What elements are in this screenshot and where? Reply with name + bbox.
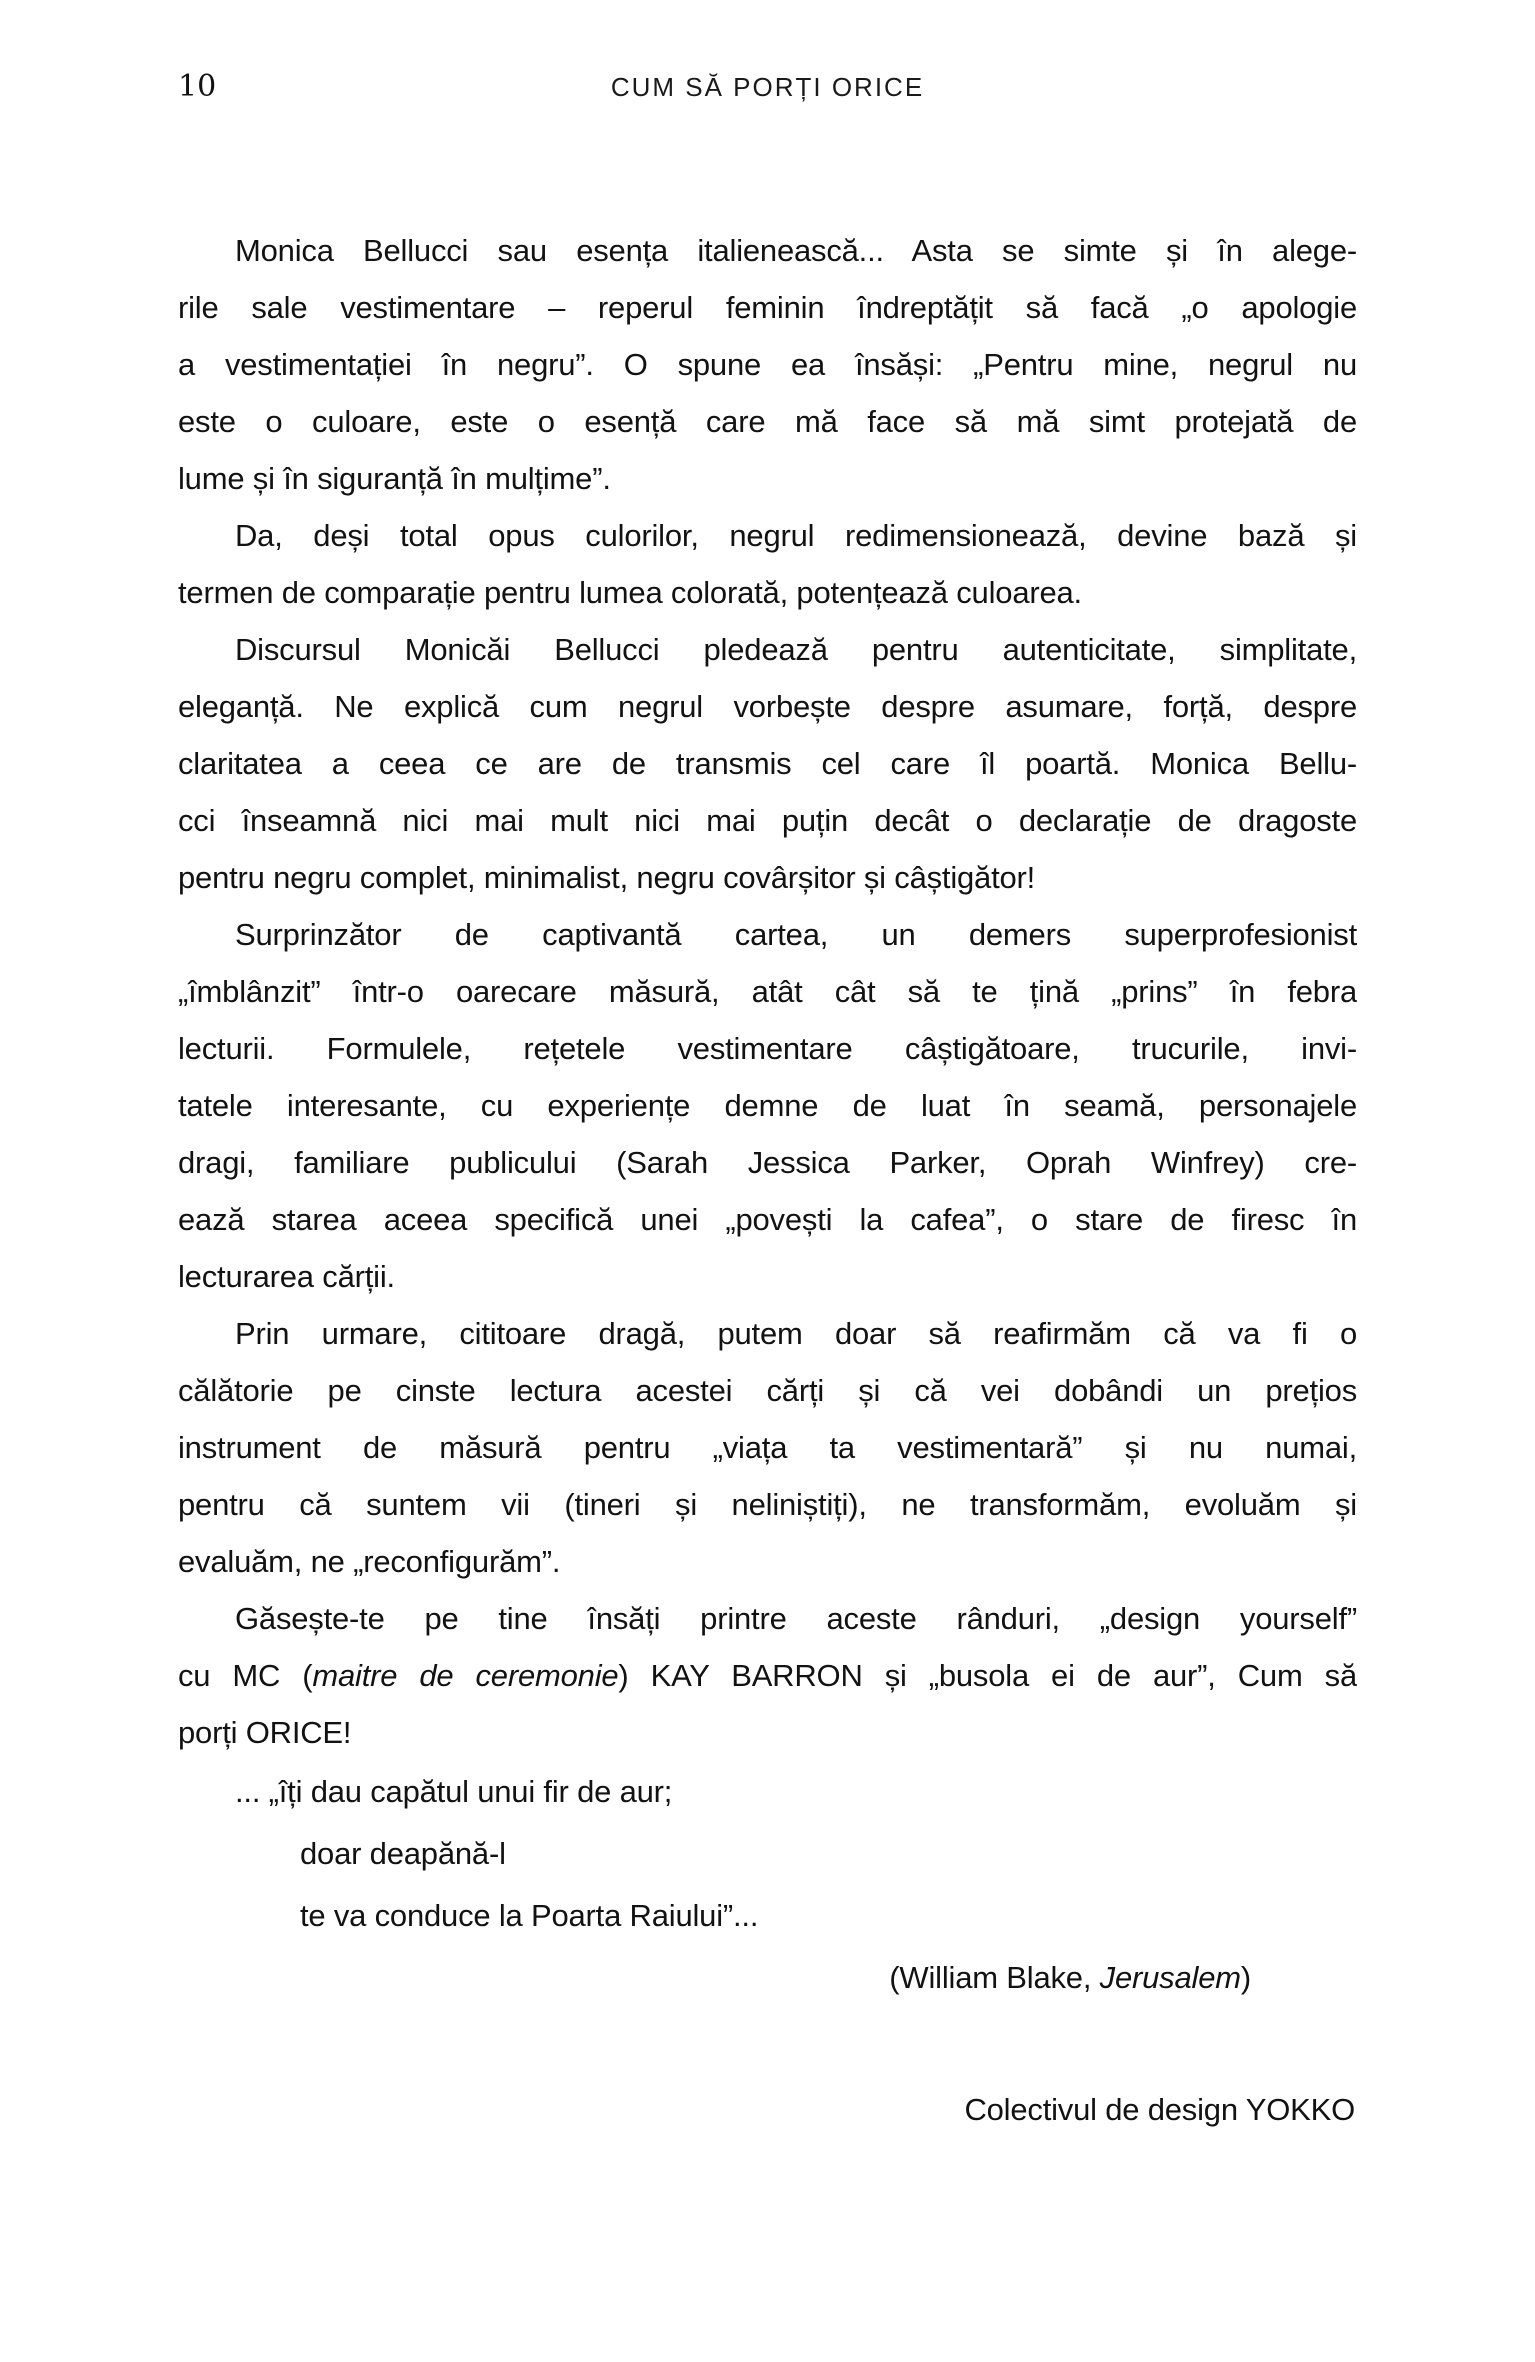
italic-phrase: maitre de ceremonie bbox=[312, 1658, 619, 1693]
paragraph bbox=[178, 222, 1357, 507]
verse-line: te va conduce la Poarta Raiului”... bbox=[300, 1898, 759, 1933]
text-line: tatele interesante, cu experiențe demne de luat în seamă, personajele bbox=[178, 1088, 1357, 1123]
text-line: ează starea aceea specifică unei „povești la cafea”, o stare de firesc în bbox=[178, 1202, 1357, 1237]
text-line: claritatea a ceea ce are de transmis cel care îl poartă. Monica Bellu- bbox=[178, 746, 1357, 781]
text-segment: ) KAY BARRON și „busola ei de aur”, Cum să bbox=[618, 1658, 1357, 1693]
text-line: cci înseamnă nici mai mult nici mai puțin decât o declarație de dragoste bbox=[178, 803, 1357, 838]
verse-line: ... „îți dau capătul unui fir de aur; bbox=[235, 1774, 673, 1809]
attribution bbox=[178, 1947, 1357, 2009]
text-line: Da, deși total opus culorilor, negrul redimensionează, devine bază și bbox=[235, 518, 1357, 553]
work-title-italic: Jerusalem bbox=[1099, 1960, 1241, 1995]
text-line: lecturarea cărții. bbox=[178, 1259, 395, 1294]
closing-credit: Colectivul de design YOKKO bbox=[964, 2092, 1355, 2127]
text-line: Discursul Monicăi Bellucci pledează pentru autenticitate, simplitate, bbox=[235, 632, 1357, 667]
text-line: pentru negru complet, minimalist, negru covârșitor și câștigător! bbox=[178, 860, 1036, 895]
text-line: „îmblânzit” într-o oarecare măsură, atât cât să te țină „prins” în febra bbox=[178, 974, 1357, 1009]
text-line: dragi, familiare publicului (Sarah Jessica Parker, Oprah Winfrey) cre- bbox=[178, 1145, 1357, 1180]
paragraph bbox=[178, 621, 1357, 906]
text-line: pentru că suntem vii (tineri și neliniștiți), ne transformăm, evoluăm și bbox=[178, 1487, 1357, 1522]
text-line: termen de comparație pentru lumea colorată, potențează culoarea. bbox=[178, 575, 1082, 610]
text-line: este o culoare, este o esență care mă face să mă simt protejată de bbox=[178, 404, 1357, 439]
text-line bbox=[178, 1647, 1357, 1704]
verse-quote bbox=[178, 1761, 1357, 1947]
text-line: rile sale vestimentare – reperul feminin îndreptățit să facă „o apologie bbox=[178, 290, 1357, 325]
paragraph bbox=[178, 507, 1357, 621]
running-title: CUM SĂ PORȚI ORICE bbox=[610, 72, 925, 102]
text-line: eleganță. Ne explică cum negrul vorbește despre asumare, forță, despre bbox=[178, 689, 1357, 724]
text-line: a vestimentației în negru”. O spune ea însăși: „Pentru mine, negrul nu bbox=[178, 347, 1357, 382]
body-text bbox=[178, 222, 1357, 2141]
paragraph bbox=[178, 1590, 1357, 1761]
page-header bbox=[178, 0, 1357, 104]
text-line: porți ORICE! bbox=[178, 1715, 352, 1750]
text-line: evaluăm, ne „reconfigurăm”. bbox=[178, 1544, 561, 1579]
text-line: Surprinzător de captivantă cartea, un demers superprofesionist bbox=[235, 917, 1357, 952]
paragraph bbox=[178, 906, 1357, 1305]
text-line: Monica Bellucci sau esența italienească... Asta se simte și în alege- bbox=[235, 233, 1357, 268]
text-line: lecturii. Formulele, rețetele vestimentare câștigătoare, trucurile, invi- bbox=[178, 1031, 1357, 1066]
text-line: lume și în siguranță în mulțime”. bbox=[178, 461, 611, 496]
page-number: 10 bbox=[178, 69, 217, 104]
paragraph bbox=[178, 1305, 1357, 1590]
text-line: călătorie pe cinste lectura acestei cărți și că vei dobândi un prețios bbox=[178, 1373, 1357, 1408]
attribution-text: (William Blake, bbox=[889, 1960, 1100, 1995]
attribution-text: ) bbox=[1240, 1960, 1251, 1995]
text-line: instrument de măsură pentru „viața ta vestimentară” și nu numai, bbox=[178, 1430, 1357, 1465]
text-line: Prin urmare, cititoare dragă, putem doar să reafirmăm că va fi o bbox=[235, 1316, 1357, 1351]
verse-line: doar deapănă-l bbox=[300, 1836, 506, 1871]
text-segment: cu MC ( bbox=[178, 1658, 313, 1693]
text-line: Găsește-te pe tine însăți printre aceste rânduri, „design yourself” bbox=[235, 1601, 1357, 1636]
